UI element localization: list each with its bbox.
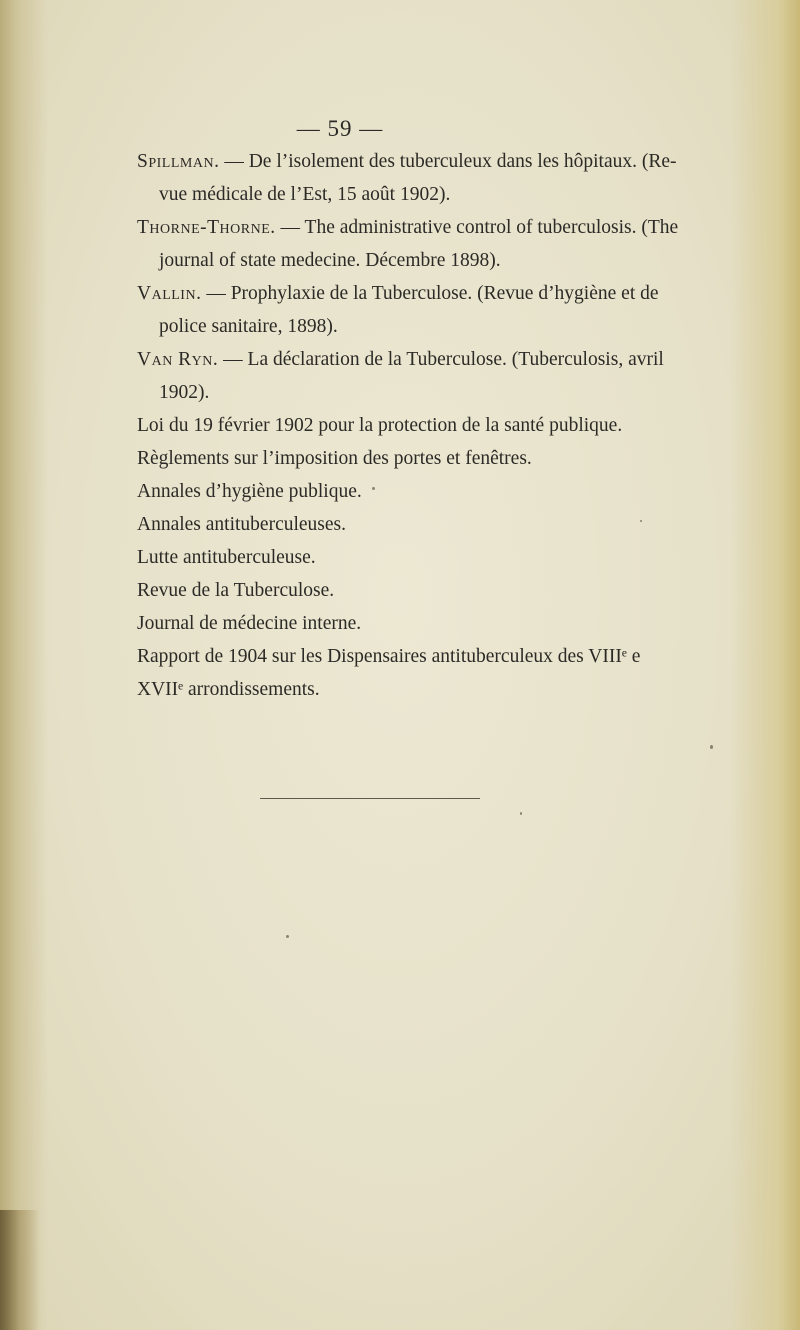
page-number: — 59 — — [296, 116, 384, 141]
bibliography-line: Revue de la Tuberculose. — [137, 580, 335, 601]
entry-continuation: XVIIᵉ arrondissements. — [137, 679, 320, 700]
bibliography-line: Annales antituberculeuses. — [137, 514, 347, 535]
entry-author: Vallin. — [137, 283, 202, 304]
entry-author: Van Ryn. — [137, 349, 219, 370]
page-edge-left — [0, 0, 48, 1330]
bibliography-entry — [137, 211, 679, 277]
entry-title: — Prophylaxie de la Tuberculose. (Revue d’hygiène et de — [201, 283, 659, 304]
entry-continuation: vue médicale de l’Est, 15 août 1902). — [159, 184, 451, 205]
entry-title: Rapport de 1904 sur les Dispensaires antituberculeux des VIIIᵉ e — [137, 646, 641, 667]
paper-speck — [286, 935, 289, 938]
bibliography-entry — [137, 145, 677, 211]
page-edge-bottom-left — [0, 1210, 40, 1330]
separator-rule — [260, 798, 480, 799]
entry-title: — De l’isolement des tuberculeux dans les hôpitaux. (Re- — [219, 151, 677, 172]
bibliography-line: Journal de médecine interne. — [137, 613, 362, 634]
bibliography-line: Loi du 19 février 1902 pour la protection de la santé publique. — [137, 415, 623, 436]
entry-continuation: police sanitaire, 1898). — [159, 316, 338, 337]
paper-speck — [520, 812, 522, 815]
page-edge-right — [730, 0, 800, 1330]
entry-continuation: journal of state medecine. Décembre 1898). — [159, 250, 501, 271]
entry-title: — The administrative control of tuberculosis. (The — [275, 217, 679, 238]
bibliography-entry — [137, 277, 659, 343]
entry-title: — La déclaration de la Tuberculose. (Tuberculosis, avril — [218, 349, 664, 370]
bibliography-line: Annales d’hygiène publique. — [137, 481, 362, 502]
entry-author: Thorne-Thorne. — [137, 217, 276, 238]
bibliography-line: Règlements sur l’imposition des portes et fenêtres. — [137, 448, 532, 469]
bibliography-line: Lutte antituberculeuse. — [137, 547, 316, 568]
bibliography-entry — [137, 640, 641, 706]
entry-author: Spillman. — [137, 151, 220, 172]
bibliography-entry — [137, 343, 664, 409]
paper-speck — [640, 520, 642, 522]
entry-continuation: 1902). — [159, 382, 210, 403]
paper-speck — [372, 487, 375, 490]
paper-speck — [710, 745, 713, 749]
